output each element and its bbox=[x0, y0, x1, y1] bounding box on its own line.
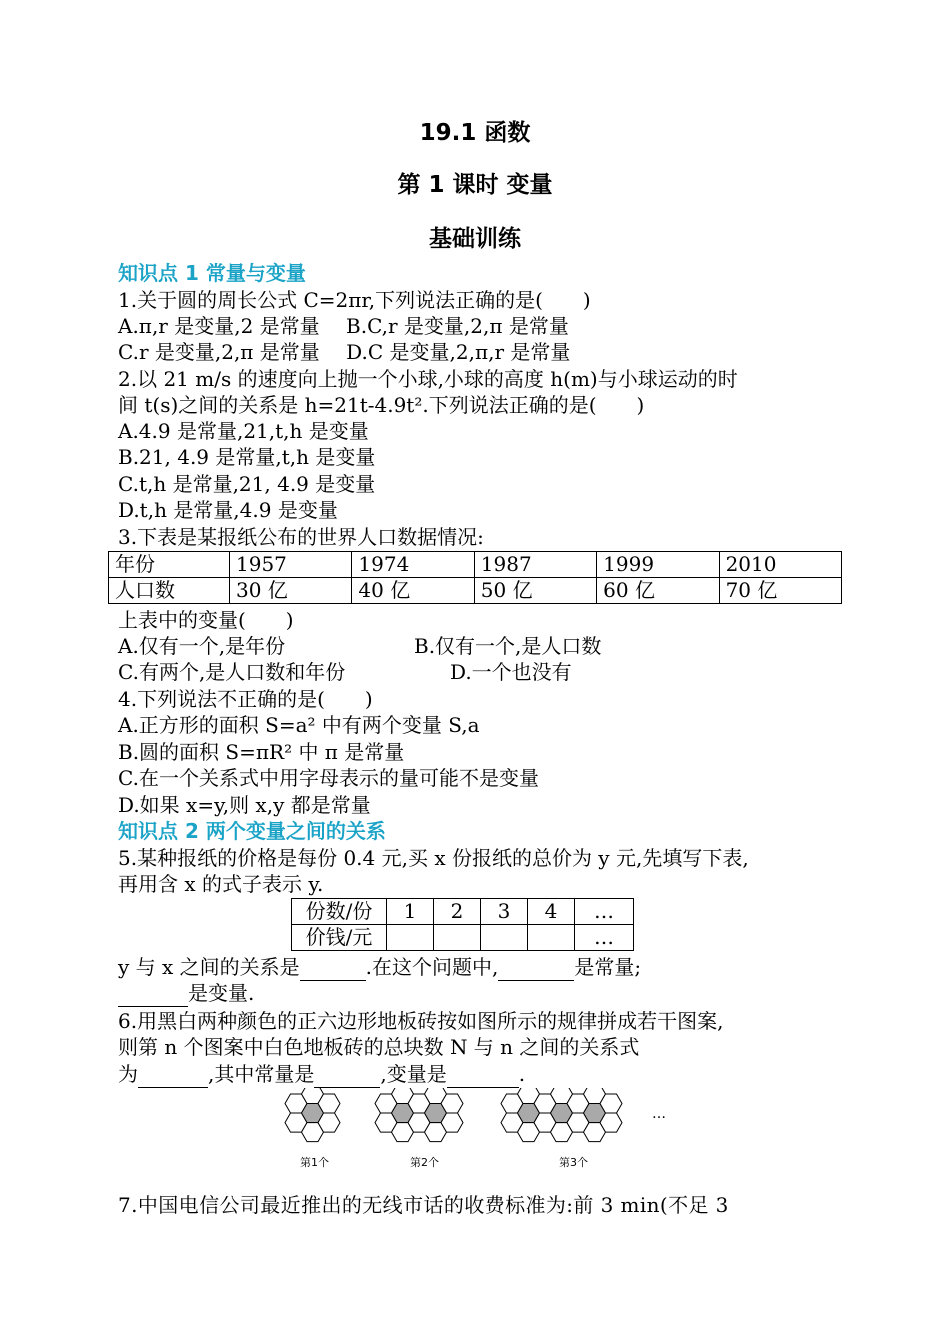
section-title: 19.1 函数 bbox=[419, 120, 531, 146]
population-table bbox=[108, 551, 842, 604]
q6-fill-text-b: ,其中常量是 bbox=[208, 1062, 315, 1086]
table-cell: 60 亿 bbox=[597, 578, 719, 604]
q2-option-a: A.4.9 是常量,21,t,h 是变量 bbox=[118, 419, 369, 443]
table-cell: 年份 bbox=[109, 552, 230, 578]
table-cell: 价钱/元 bbox=[292, 925, 387, 951]
q1-options-cd: C.r 是变量,2,π 是常量 D.C 是变量,2,π,r 是常量 bbox=[118, 340, 571, 364]
table-cell: 30 亿 bbox=[230, 578, 352, 604]
q3-option-d: D.一个也没有 bbox=[450, 660, 572, 684]
table-cell: … bbox=[575, 899, 634, 925]
q6-stem-1: 6.用黑白两种颜色的正六边形地板砖按如图所示的规律拼成若干图案, bbox=[118, 1009, 724, 1033]
white-tile bbox=[600, 1094, 622, 1113]
q5-fill-text-d: 是变量. bbox=[188, 981, 255, 1005]
table-cell: 1999 bbox=[597, 552, 719, 578]
q4-option-a: A.正方形的面积 S=a² 中有两个变量 S,a bbox=[118, 713, 480, 737]
q2-option-d: D.t,h 是常量,4.9 是变量 bbox=[118, 498, 338, 522]
q6-fill-text-a: 为 bbox=[118, 1062, 138, 1086]
table-cell: 份数/份 bbox=[292, 899, 387, 925]
answer-blank[interactable] bbox=[498, 954, 574, 981]
table-cell: 2 bbox=[434, 899, 481, 925]
white-tile bbox=[441, 1113, 463, 1132]
q4-stem: 4.下列说法不正确的是( ) bbox=[118, 687, 373, 711]
table-cell: 50 亿 bbox=[474, 578, 596, 604]
q7-stem: 7.中国电信公司最近推出的无线市话的收费标准为:前 3 min(不足 3 bbox=[118, 1193, 729, 1217]
q4-option-c: C.在一个关系式中用字母表示的量可能不是变量 bbox=[118, 766, 539, 790]
table-cell: 1987 bbox=[474, 552, 596, 578]
table-cell bbox=[434, 925, 481, 951]
table-row bbox=[109, 578, 842, 604]
table-cell: … bbox=[575, 925, 634, 951]
table-cell: 40 亿 bbox=[352, 578, 474, 604]
q5-fill-line-2 bbox=[118, 980, 254, 1007]
table-cell bbox=[387, 925, 434, 951]
q5-fill-text-b: .在这个问题中, bbox=[365, 955, 499, 979]
white-tile bbox=[318, 1094, 340, 1113]
q6-fill-text-d: . bbox=[518, 1062, 526, 1086]
price-table bbox=[291, 898, 634, 951]
figure-caption-3: 第3个 bbox=[559, 1156, 588, 1169]
q5-fill-text-c: 是常量; bbox=[574, 955, 642, 979]
table-cell: 4 bbox=[528, 899, 575, 925]
white-tile bbox=[600, 1113, 622, 1132]
q2-stem-1: 2.以 21 m/s 的速度向上抛一个小球,小球的高度 h(m)与小球运动的时 bbox=[118, 367, 738, 391]
q2-option-b: B.21, 4.9 是常量,t,h 是变量 bbox=[118, 445, 376, 469]
answer-blank[interactable] bbox=[447, 1061, 519, 1088]
table-cell bbox=[481, 925, 528, 951]
q3-stem: 3.下表是某报纸公布的世界人口数据情况: bbox=[118, 525, 484, 549]
lesson-title: 第 1 课时 变量 bbox=[397, 172, 553, 198]
q4-option-b: B.圆的面积 S=πR² 中 π 是常量 bbox=[118, 740, 405, 764]
figure-ellipsis: … bbox=[652, 1106, 666, 1122]
q3-option-a: A.仅有一个,是年份 bbox=[118, 634, 286, 658]
figure-caption-1: 第1个 bbox=[300, 1156, 329, 1169]
q5-stem-1: 5.某种报纸的价格是每份 0.4 元,买 x 份报纸的总价为 y 元,先填写下表, bbox=[118, 846, 749, 870]
table-row bbox=[109, 552, 842, 578]
q1-options-ab: A.π,r 是变量,2 是常量 B.C,r 是变量,2,π 是常量 bbox=[118, 314, 569, 338]
table-cell: 1974 bbox=[352, 552, 474, 578]
q3-after: 上表中的变量( ) bbox=[118, 608, 294, 632]
q4-option-d: D.如果 x=y,则 x,y 都是常量 bbox=[118, 793, 371, 817]
hexagon-tiles bbox=[285, 1088, 622, 1142]
q2-option-c: C.t,h 是常量,21, 4.9 是变量 bbox=[118, 472, 376, 496]
part-title: 基础训练 bbox=[429, 226, 521, 252]
table-cell: 2010 bbox=[719, 552, 841, 578]
figure-caption-2: 第2个 bbox=[410, 1156, 439, 1169]
table-row bbox=[292, 925, 634, 951]
answer-blank[interactable] bbox=[138, 1061, 208, 1088]
knowledge-point-2: 知识点 2 两个变量之间的关系 bbox=[118, 819, 386, 843]
table-cell: 1 bbox=[387, 899, 434, 925]
table-cell: 1957 bbox=[230, 552, 352, 578]
white-tile bbox=[441, 1094, 463, 1113]
q3-option-c: C.有两个,是人口数和年份 bbox=[118, 660, 346, 684]
knowledge-point-1: 知识点 1 常量与变量 bbox=[118, 261, 306, 285]
q5-fill-line-1 bbox=[118, 954, 641, 981]
table-cell bbox=[528, 925, 575, 951]
q6-fill-text-c: ,变量是 bbox=[380, 1062, 447, 1086]
q3-option-b: B.仅有一个,是人口数 bbox=[414, 634, 602, 658]
q2-stem-2: 间 t(s)之间的关系是 h=21t-4.9t².下列说法正确的是( ) bbox=[118, 393, 645, 417]
q5-fill-text-a: y 与 x 之间的关系是 bbox=[118, 955, 300, 979]
table-row bbox=[292, 899, 634, 925]
table-cell: 70 亿 bbox=[719, 578, 841, 604]
white-tile bbox=[318, 1113, 340, 1132]
answer-blank[interactable] bbox=[300, 954, 366, 981]
table-cell: 3 bbox=[481, 899, 528, 925]
hexagon-tile-figure bbox=[280, 1088, 680, 1176]
q6-fill-line bbox=[118, 1061, 525, 1088]
table-cell: 人口数 bbox=[109, 578, 230, 604]
q6-stem-2: 则第 n 个图案中白色地板砖的总块数 N 与 n 之间的关系式 bbox=[118, 1035, 640, 1059]
q5-stem-2: 再用含 x 的式子表示 y. bbox=[118, 872, 324, 896]
answer-blank[interactable] bbox=[314, 1061, 380, 1088]
answer-blank[interactable] bbox=[118, 980, 188, 1007]
q1-stem: 1.关于圆的周长公式 C=2πr,下列说法正确的是( ) bbox=[118, 288, 591, 312]
